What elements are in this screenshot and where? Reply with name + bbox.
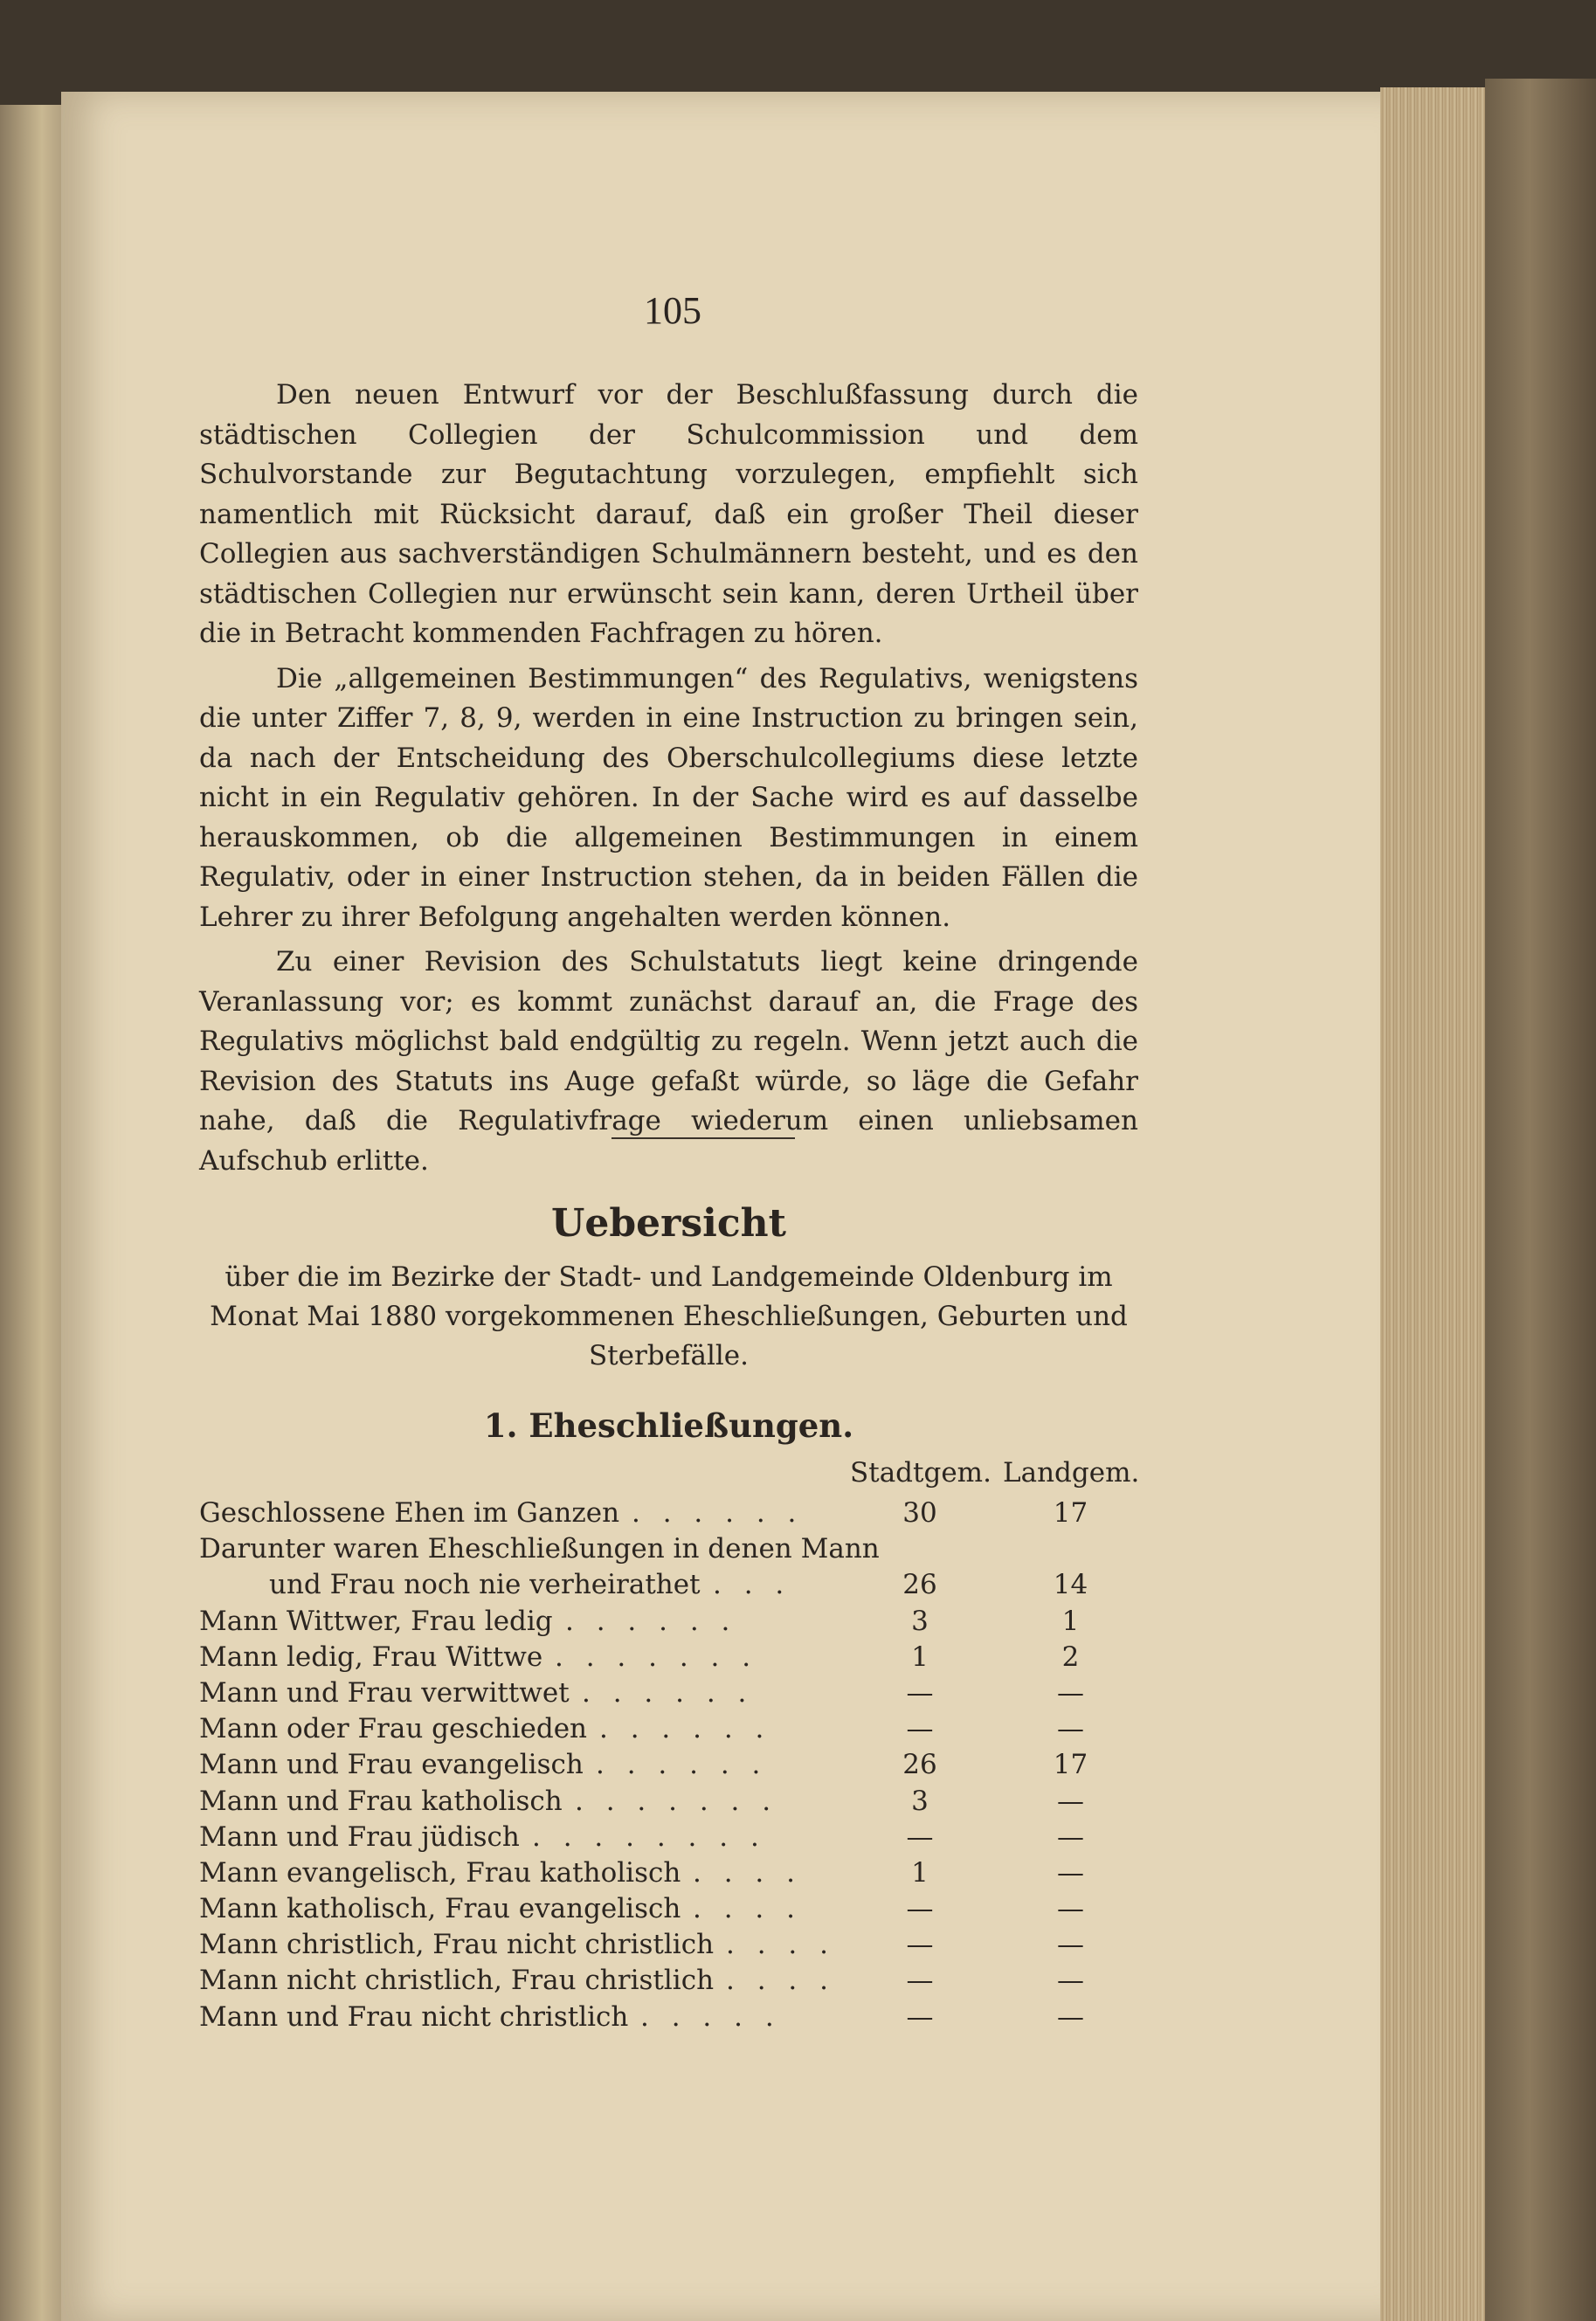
leader-dots: . . . . . .	[565, 1605, 737, 1637]
landgem-value: 2	[1061, 1641, 1080, 1673]
stadtgem-value: —	[906, 1713, 934, 1745]
landgem-value: —	[1057, 1856, 1084, 1889]
row-label: Mann Wittwer, Frau ledig	[199, 1605, 553, 1637]
table-row	[199, 1711, 1138, 1747]
book-cover-edge	[1485, 79, 1596, 2321]
landgem-value: 1	[1061, 1605, 1080, 1637]
table-row	[199, 1604, 1138, 1640]
leader-dots: . . . .	[726, 1929, 835, 1961]
table-row	[199, 1747, 1138, 1783]
paragraph: Den neuen Entwurf vor der Beschlußfassung durch die städtischen Collegien der Schulcommission und dem Schulvorstande zur Begutachtung vorzulegen, empfiehlt sich namentlich mit Rücksicht darauf, daß ein großer Theil dieser Collegien aus sachverständigen Schulmännern besteht, und es den städtischen Collegien nur erwünscht sein kann, deren Urtheil über die in Betracht kommenden Fachfragen zu hören.	[199, 379, 1138, 649]
row-label: Mann katholisch, Frau evangelisch	[199, 1893, 681, 1925]
leader-dots: . . . .	[693, 1856, 802, 1889]
marriage-table	[199, 1496, 1138, 2035]
body-text	[199, 376, 1138, 1186]
table-row	[199, 1567, 1138, 1603]
row-label: Geschlossene Ehen im Ganzen	[199, 1497, 620, 1529]
leader-dots: . . .	[713, 1569, 791, 1601]
table-row	[199, 1496, 1138, 1531]
row-label: Mann nicht christlich, Frau christlich	[199, 1965, 715, 1997]
landgem-value: —	[1057, 1820, 1084, 1853]
leader-dots: . . . . . . .	[575, 1785, 778, 1817]
landgem-value: —	[1057, 1893, 1084, 1925]
landgem-value: —	[1057, 1785, 1084, 1817]
stadtgem-value: —	[906, 1676, 934, 1709]
row-label: Mann oder Frau geschieden	[199, 1713, 588, 1745]
table-row	[199, 1675, 1138, 1711]
leader-dots: . . . . . .	[596, 1749, 768, 1781]
row-label: Darunter waren Eheschließungen in denen Mann	[199, 1533, 880, 1565]
overview-heading: Uebersicht	[551, 1201, 786, 1246]
stadtgem-value: 26	[902, 1749, 937, 1781]
stadtgem-value: —	[906, 1929, 934, 1961]
row-label: Mann und Frau evangelisch	[199, 1749, 584, 1781]
table-row	[199, 1531, 1138, 1567]
leader-dots: . . . .	[693, 1893, 802, 1925]
leader-dots: . . . .	[726, 1965, 835, 1997]
landgem-value: —	[1057, 2000, 1084, 2033]
table-header	[199, 1457, 1138, 1496]
table-row	[199, 1640, 1138, 1675]
leader-dots: . . . . . . .	[555, 1641, 758, 1673]
stadtgem-value: 3	[911, 1785, 929, 1817]
leader-dots: . . . . . .	[632, 1497, 804, 1529]
stadtgem-value: —	[906, 1965, 934, 1997]
overview-subtitle: über die im Bezirke der Stadt- und Landgemeinde Oldenburg im Monat Mai 1880 vorgekommenen Eheschließungen, Geburten und Sterbefälle.	[210, 1261, 1128, 1371]
row-label: Mann und Frau verwittwet	[199, 1676, 570, 1709]
table-row	[199, 1963, 1138, 1999]
paragraph: Die „allgemeinen Bestimmungen“ des Regulativs, wenigstens die unter Ziffer 7, 8, 9, werden in eine Instruction zu bringen sein, da nach der Entscheidung des Oberschulcollegiums diese letzte nicht in ein Regulativ gehören. In der Sache wird es auf dasselbe herauskommen, ob die allgemeinen Bestimmungen in einem Regulativ, oder in einer Instruction stehen, da in beiden Fällen die Lehrer zu ihrer Befolgung angehalten werden können.	[199, 662, 1138, 933]
landgem-value: 14	[1053, 1569, 1088, 1601]
table-row	[199, 2000, 1138, 2035]
landgem-value: 17	[1053, 1749, 1088, 1781]
row-label: Mann und Frau katholisch	[199, 1785, 563, 1817]
landgem-value: —	[1057, 1676, 1084, 1709]
leader-dots: . . . . . .	[582, 1676, 754, 1709]
row-label: Mann ledig, Frau Wittwe	[199, 1641, 543, 1673]
leader-dots: . . . . . . . .	[532, 1820, 766, 1853]
column-header-stadtgem: Stadtgem.	[850, 1457, 991, 1489]
table-row	[199, 1855, 1138, 1891]
column-header-landgem: Landgem.	[1003, 1457, 1140, 1489]
landgem-value: —	[1057, 1965, 1084, 1997]
landgem-value: 17	[1053, 1497, 1088, 1529]
landgem-value: —	[1057, 1713, 1084, 1745]
row-label: Mann und Frau nicht christlich	[199, 2000, 629, 2033]
table-row	[199, 1820, 1138, 1855]
stadtgem-value: 1	[911, 1856, 929, 1889]
stadtgem-value: 3	[911, 1605, 929, 1637]
landgem-value: —	[1057, 1929, 1084, 1961]
facing-page-edge	[0, 105, 70, 2321]
paragraph: Zu einer Revision des Schulstatuts liegt keine dringende Veranlassung vor; es kommt zunächst darauf an, die Frage des Regulativs möglichst bald endgültig zu regeln. Wenn jetzt auch die Revision des Statuts ins Auge gefaßt würde, so läge die Gefahr nahe, daß die Regulativfrage wiederum einen unliebsamen Aufschub erlitte.	[199, 946, 1138, 1177]
page-number: 105	[644, 289, 701, 332]
table-row	[199, 1891, 1138, 1927]
stadtgem-value: —	[906, 1893, 934, 1925]
table-row	[199, 1784, 1138, 1820]
leader-dots: . . . . .	[640, 2000, 781, 2033]
stadtgem-value: —	[906, 2000, 934, 2033]
row-label: Mann christlich, Frau nicht christlich	[199, 1929, 715, 1961]
page-block-edges	[1380, 87, 1494, 2321]
section-divider	[611, 1137, 795, 1139]
stadtgem-value: 1	[911, 1641, 929, 1673]
stadtgem-value: 30	[902, 1497, 937, 1529]
table-row	[199, 1927, 1138, 1963]
stadtgem-value: 26	[902, 1569, 937, 1601]
row-label: und Frau noch nie verheirathet	[269, 1569, 701, 1601]
stadtgem-value: —	[906, 1820, 934, 1853]
row-label: Mann evangelisch, Frau katholisch	[199, 1856, 681, 1889]
section-title: 1. Eheschließungen.	[483, 1406, 854, 1445]
leader-dots: . . . . . .	[599, 1713, 771, 1745]
row-label: Mann und Frau jüdisch	[199, 1820, 520, 1853]
